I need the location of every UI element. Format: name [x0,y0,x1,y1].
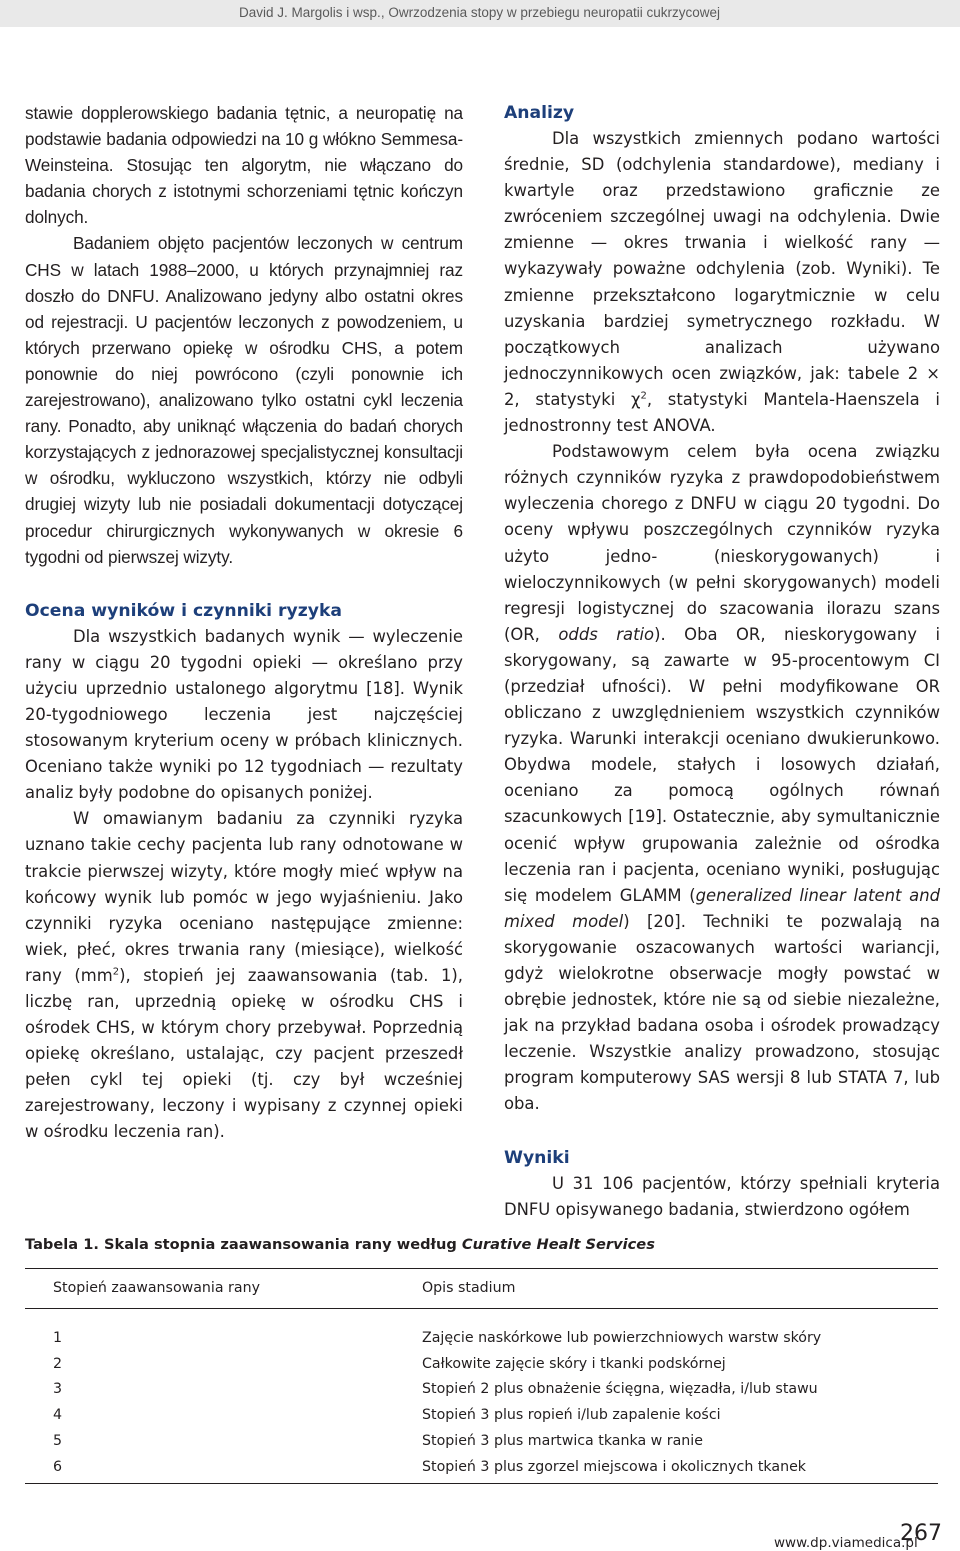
table-cell-grade: 4 [53,1407,63,1424]
table-row [25,1377,938,1403]
header-article-title: Owrzodzenia stopy w przebiegu neuropatii cukrzycowej [388,5,720,20]
wound-grade-table [25,1268,938,1484]
paragraph-results: U 31 106 pacjentów, którzy spełniali kryteria DNFU opisywanego badania, stwierdzono ogółem [504,1173,940,1219]
table-cell-description: Stopień 2 plus obnażenie ścięgna, więzadła, i/lub stawu [422,1381,818,1398]
paragraph-analyses [504,126,940,439]
table-row [25,1351,938,1377]
superscript-2: 2 [112,966,120,978]
table-header-description: Opis stadium [422,1269,938,1309]
page-number: 267 [900,1521,942,1546]
table-caption-prefix: Tabela 1. Skala stopnia zaawansowania rany według [25,1236,462,1253]
models-text-b: ). Oba OR, nieskorygowany i skorygowany, są zawarte w 95-procentowym CI (przedział ufności). W pełni modyfikowane OR obliczano z uwzględnieniem wszystkich czynników ryzyka. Warunki interakcji oceniano dwukierunkowo. Obydwa modele, stałych i losowych działań, oceniano za pomocą ogólnych równań szacunkowych [19]. Ostatecznie, aby symultanicznie ocenić wpływ grupowania zależnie od ośrodka leczenia ran i pacjenta, oceniano wyniki, posługując się modelem GLAMM ( [504,624,940,905]
table-row [25,1428,938,1454]
odds-ratio-term: odds ratio [558,624,655,644]
table-cell-description: Zajęcie naskórkowe lub powierzchniowych warstw skóry [422,1329,822,1346]
paragraph-outcome: Dla wszystkich badanych wynik — wyleczenie rany w ciągu 20 tygodni opieki — określano przy użyciu uprzednio ustalonego algorytmu [18]. Wynik 20-tygodniowego leczenia jest najczęściej stosowanym kryterium oceny w próbach klinicznych. Oceniano także wyniki po 12 tygodniach — rezultaty analiz były podobne do opisanych poniżej. [25,626,463,803]
journal-url-link[interactable]: www.dp.viamedica.pl [774,1535,918,1551]
glamm-term: generalized linear latent and mixed model [504,885,941,931]
header-authors: David J. Margolis i wsp. [239,5,381,20]
risk-factors-text-b: ), stopień jej zaawansowania (tab. 1), liczbę ran, uprzednią opiekę w ośrodku CHS i ośrodek CHS, w którym chory przebywał. Poprzednią opiekę określano, ustalając, czy pacjent przeszedł pełen cykl tej opieki (tj. czy był wcześniej zarejestrowany, leczony i wypisany z czynnej opieki w ośrodku leczenia ran). [25,965,463,1142]
paragraph-risk-factors [25,806,463,1145]
table-cell-grade: 3 [53,1381,63,1398]
analyses-text-b: , statystyki Mantela-Haenszela i jednostronny test ANOVA. [504,389,940,436]
table-cell-description: Stopień 3 plus ropień i/lub zapalenie kości [422,1407,721,1424]
section-heading-wyniki: Wyniki [504,1147,570,1168]
table-cell-description: Stopień 3 plus zgorzel miejscowa i okolicznych tkanek [422,1454,938,1483]
analyses-text-a: Dla wszystkich zmiennych podano wartości średnie, SD (odchylenia standardowe), mediany i kwartyle oraz przedstawiono graficznie ze zwróceniem szczególnej uwagi na odchylenia. Dwie zmienne — okres trwania i wielkość rany — wykazywały poważne odchylenia (zob. Wyniki). Te zmienne przekształcono logarytmicznie w celu uzyskania bardziej symetrycznego rozkładu. W początkowych analizach używano jednoczynnikowych ocen związków, jak: tabele 2 × 2, statystyki χ [504,129,940,409]
table-header-grade: Stopień zaawansowania rany [25,1269,422,1309]
table-cell-grade: 6 [25,1454,422,1483]
paragraph-models [504,439,940,1117]
table-caption-italic: Curative Healt Services [461,1236,655,1253]
superscript-2: 2 [640,390,647,402]
table-caption [25,1236,655,1253]
table-row [25,1454,938,1483]
table-cell-grade: 2 [53,1355,63,1372]
section-heading-analizy: Analizy [504,103,575,123]
paragraph-inclusion: stawie dopplerowskiego badania tętnic, a neuropatię na podstawie badania odpowiedzi na 10 g włókno Semmesa-Weinsteina. Stosując ten algorytm, nie włączano do badania chorych z istotnymi schorzeniami tętnic kończyn dolnych. [25,103,463,228]
table-cell-description: Stopień 3 plus martwica tkanka w ranie [422,1433,703,1450]
running-header-text [239,5,720,20]
table-row [25,1309,938,1351]
table-cell-grade: 5 [53,1433,63,1450]
right-column [504,100,940,1223]
section-heading-ocena: Ocena wyników i czynniki ryzyka [25,600,342,621]
header-separator: , [380,5,389,20]
table-header-row [25,1269,938,1309]
paragraph-cohort: Badaniem objęto pacjentów leczonych w centrum CHS w latach 1988–2000, u których przynajmniej raz doszło do DNFU. Analizowano jedyny albo ostatni okres od rejestracji. U pacjentów leczonych z powodzeniem, u których przerwano opiekę w ośrodku CHS, a potem ponownie do niej powrócono (czyli ponownie ich zarejestrowano), analizowano tylko ostatni cykl leczenia rany. Ponadto, aby uniknąć włączenia do badań chorych korzystających z jednorazowej specjalistycznej konsultacji w ośrodku, wykluczono wszystkich, którzy nie odbyli drugiej wizyty lub nie posiadali dokumentacji dotyczącej procedur chirurgicznych wykonywanych w okresie 6 tygodni od pierwszej wizyty. [25,233,463,567]
models-text-a: Podstawowym celem była ocena związku różnych czynników ryzyka z prawdopodobieństwem wyleczenia chorego z DNFU w ciągu 20 tygodni. Do oceny wpływu poszczególnych czynników ryzyka użyto jedno- (nieskorygowanych) i wieloczynnikowych (w pełni skorygowanych) modeli regresji logistycznej do szacowania ilorazu szans (OR, [504,442,940,644]
table-cell-grade: 1 [53,1329,63,1346]
table-row [25,1402,938,1428]
models-text-c: ) [20]. Techniki te pozwalają na skorygowanie oszacowanych wartości wariancji, gdyż wielokrotne obserwacje mogły powstać w obrębie jednostek, które nie są od siebie niezależne, jak na przykład badana osoba i ośrodek prowadzący leczenie. Wszystkie analizy prowadzono, stosując program komputerowy SAS wersji 8 lub STATA 7, lub oba. [504,911,940,1114]
risk-factors-text-a: W omawianym badaniu za czynniki ryzyka uznano takie cechy pacjenta lub rany odnotowane w trakcie pierwszej wizyty, które mogły mieć wpływ na końcowy wynik lub pomóc w jego wyjaśnieniu. Jako czynniki ryzyka oceniano następujące zmienne: wiek, płeć, okres trwania rany (miesiące), wielkość rany (mm [25,809,463,985]
left-column [25,100,463,1146]
running-header [0,0,960,27]
table-cell-description: Całkowite zajęcie skóry i tkanki podskórnej [422,1355,726,1372]
